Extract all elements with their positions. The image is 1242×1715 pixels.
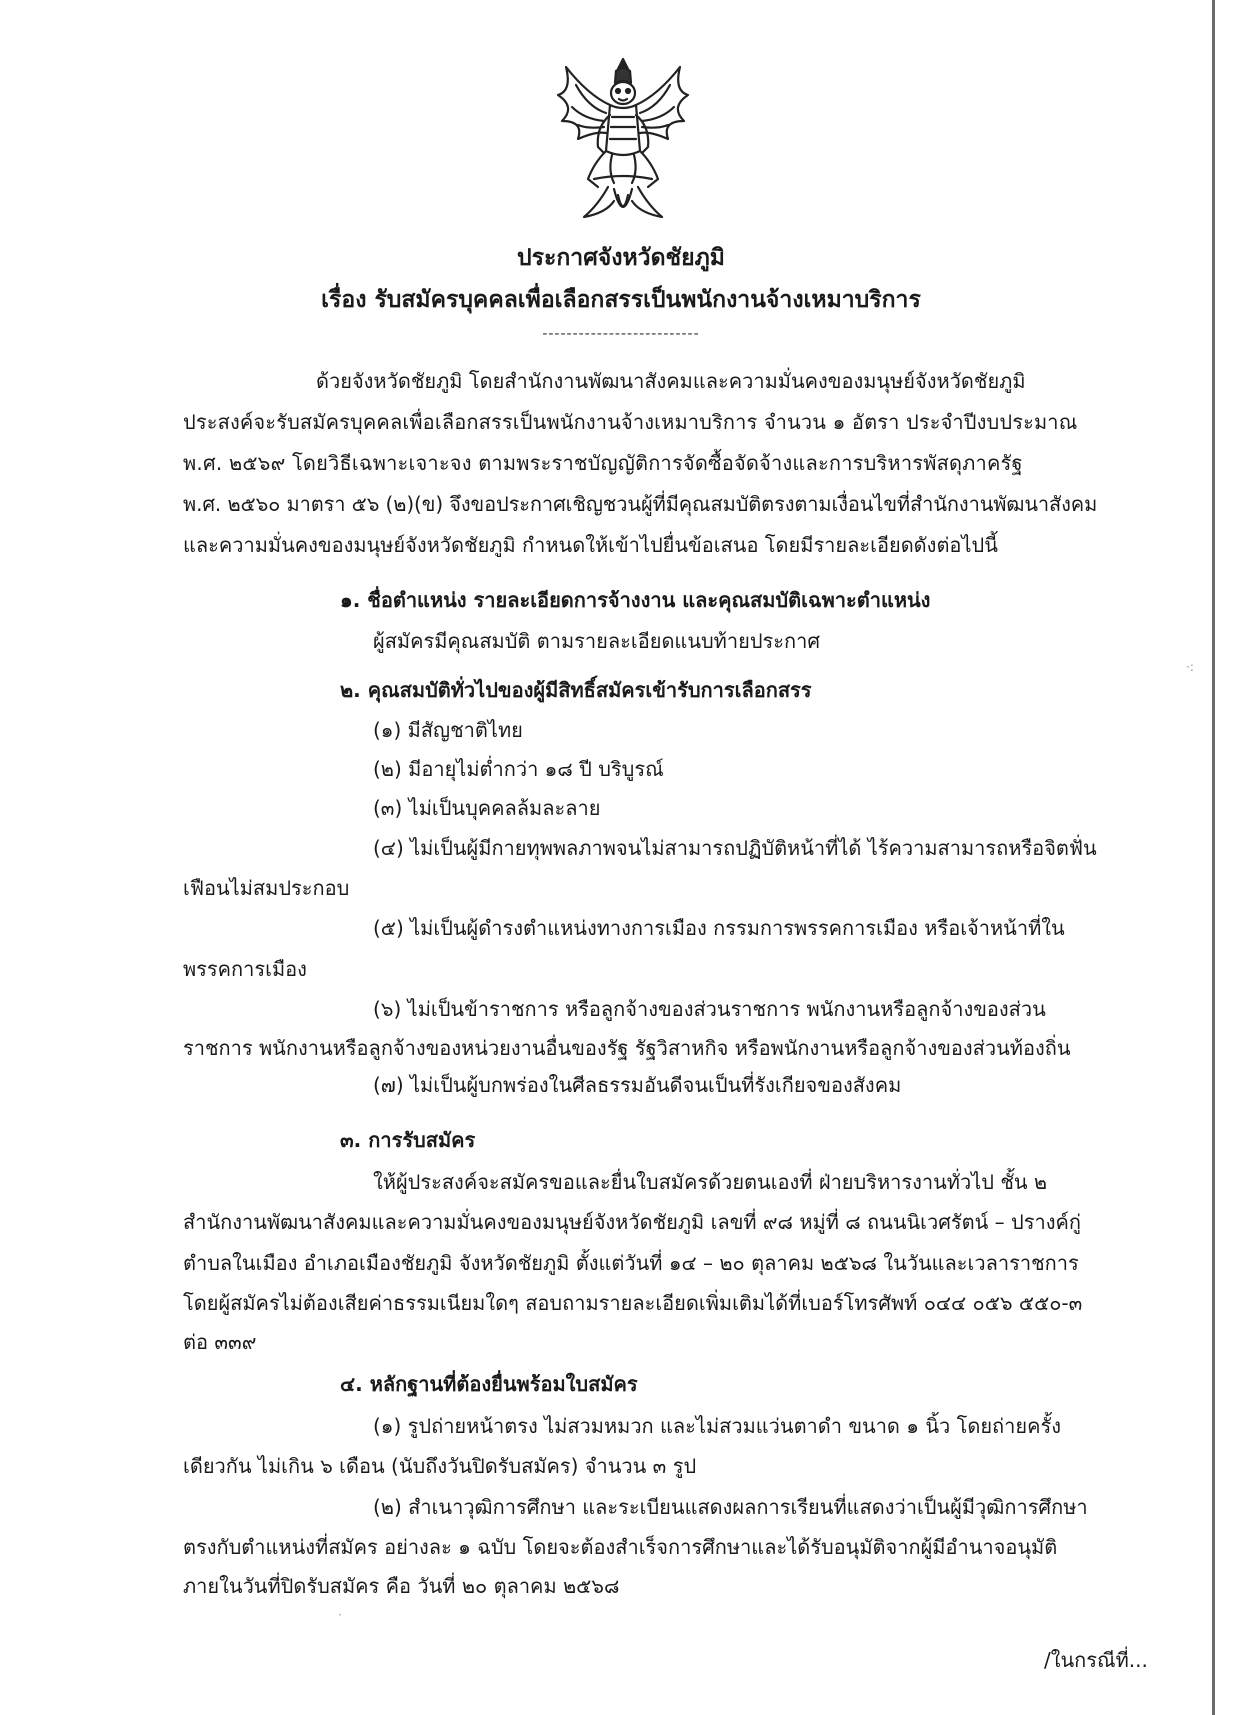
- intro-line-5: และความมั่นคงของมนุษย์จังหวัดชัยภูมิ กำหนดให้เข้าไปยื่นข้อเสนอ โดยมีรายละเอียดดังต่อไปนี้: [183, 533, 998, 557]
- section2-item: (๑) มีสัญชาติไทย: [373, 718, 523, 742]
- section4-line: (๒) สำเนาวุฒิการศึกษา และระเบียนแสดงผลการเรียนที่แสดงว่าเป็นผู้มีวุฒิการศึกษา: [373, 1495, 1088, 1519]
- section2-item: (๕) ไม่เป็นผู้ดำรงตำแหน่งทางการเมือง กรรมการพรรคการเมือง หรือเจ้าหน้าที่ใน: [373, 916, 1065, 940]
- announcement-subject: เรื่อง รับสมัครบุคคลเพื่อเลือกสรรเป็นพนักงานจ้างเหมาบริการ: [321, 287, 921, 313]
- section2-heading: ๒. คุณสมบัติทั่วไปของผู้มีสิทธิ์สมัครเข้ารับการเลือกสรร: [340, 678, 812, 702]
- section2-item-continuation: ราชการ พนักงานหรือลูกจ้างของหน่วยงานอื่นของรัฐ รัฐวิสาหกิจ หรือพนักงานหรือลูกจ้างของส่วนท้องถิ่น: [183, 1036, 1071, 1060]
- section3-line: โดยผู้สมัครไม่ต้องเสียค่าธรรมเนียมใดๆ สอบถามรายละเอียดเพิ่มเติมได้ที่เบอร์โทรศัพท์ ๐๔๔ ๐๕๖ ๕๕๐-๓: [183, 1291, 1083, 1315]
- section4-heading: ๔. หลักฐานที่ต้องยื่นพร้อมใบสมัคร: [340, 1372, 638, 1396]
- section2-item: (๗) ไม่เป็นผู้บกพร่องในศีลธรรมอันดีจนเป็นที่รังเกียจของสังคม: [373, 1073, 902, 1097]
- section1-text: ผู้สมัครมีคุณสมบัติ ตามรายละเอียดแนบท้ายประกาศ: [373, 629, 821, 653]
- section2-item: (๔) ไม่เป็นผู้มีกายทุพพลภาพจนไม่สามารถปฏิบัติหน้าที่ได้ ไร้ความสามารถหรือจิตฟั่น: [373, 836, 1097, 860]
- intro-line-3: พ.ศ. ๒๕๖๙ โดยวิธีเฉพาะเจาะจง ตามพระราชบัญญัติการจัดซื้อจัดจ้างและการบริหารพัสดุภาครัฐ: [183, 451, 1023, 475]
- continued-marker: /ในกรณีที่...: [1044, 1648, 1148, 1672]
- section4-line: ภายในวันที่ปิดรับสมัคร คือ วันที่ ๒๐ ตุลาคม ๒๕๖๘: [183, 1574, 620, 1598]
- intro-line-4: พ.ศ. ๒๕๖๐ มาตรา ๕๖ (๒)(ข) จึงขอประกาศเชิญชวนผู้ที่มีคุณสมบัติตรงตามเงื่อนไขที่สำนักงานพัฒนาสังคม: [183, 492, 1098, 516]
- section3-heading: ๓. การรับสมัคร: [340, 1128, 476, 1152]
- section4-line: ตรงกับตำแหน่งที่สมัคร อย่างละ ๑ ฉบับ โดยจะต้องสำเร็จการศึกษาและได้รับอนุมัติจากผู้มีอำนาจอนุมัติ: [183, 1535, 1058, 1559]
- scan-speck: ·:: [1186, 660, 1194, 674]
- section2-item: (๓) ไม่เป็นบุคคลล้มละลาย: [373, 796, 601, 820]
- title-separator: --------------------------: [542, 326, 700, 342]
- section2-item: (๒) มีอายุไม่ต่ำกว่า ๑๘ ปี บริบูรณ์: [373, 757, 664, 781]
- scan-speck: ·: [338, 1608, 342, 1622]
- intro-line-2: ประสงค์จะรับสมัครบุคคลเพื่อเลือกสรรเป็นพนักงานจ้างเหมาบริการ จำนวน ๑ อัตรา ประจำปีงบประมาณ: [183, 410, 1078, 434]
- announcement-title: ประกาศจังหวัดชัยภูมิ: [517, 245, 725, 271]
- section4-line: เดียวกัน ไม่เกิน ๖ เดือน (นับถึงวันปิดรับสมัคร) จำนวน ๓ รูป: [183, 1454, 697, 1478]
- section2-item: (๖) ไม่เป็นข้าราชการ หรือลูกจ้างของส่วนราชการ พนักงานหรือลูกจ้างของส่วน: [373, 997, 1046, 1021]
- section3-line: ต่อ ๓๓๙: [183, 1330, 257, 1354]
- section2-item-continuation: เฟือนไม่สมประกอบ: [183, 876, 350, 900]
- section3-line: ให้ผู้ประสงค์จะสมัครขอและยื่นใบสมัครด้วยตนเองที่ ฝ่ายบริหารงานทั่วไป ชั้น ๒: [373, 1170, 1048, 1194]
- intro-line-1: ด้วยจังหวัดชัยภูมิ โดยสำนักงานพัฒนาสังคมและความมั่นคงของมนุษย์จังหวัดชัยภูมิ: [316, 369, 1026, 393]
- section3-line: ตำบลในเมือง อำเภอเมืองชัยภูมิ จังหวัดชัยภูมิ ตั้งแต่วันที่ ๑๔ – ๒๐ ตุลาคม ๒๕๖๘ ในวันและเวลาราชการ: [183, 1251, 1079, 1275]
- section2-item-continuation: พรรคการเมือง: [183, 957, 307, 981]
- section3-line: สำนักงานพัฒนาสังคมและความมั่นคงของมนุษย์จังหวัดชัยภูมิ เลขที่ ๙๘ หมู่ที่ ๘ ถนนนิเวศรัตน์ – ปรางค์กู่: [183, 1210, 1081, 1234]
- section4-line: (๑) รูปถ่ายหน้าตรง ไม่สวมหมวก และไม่สวมแว่นตาดำ ขนาด ๑ นิ้ว โดยถ่ายครั้ง: [373, 1414, 1061, 1438]
- garuda-emblem-icon: [548, 55, 698, 230]
- section1-heading: ๑. ชื่อตำแหน่ง รายละเอียดการจ้างงาน และคุณสมบัติเฉพาะตำแหน่ง: [340, 588, 931, 612]
